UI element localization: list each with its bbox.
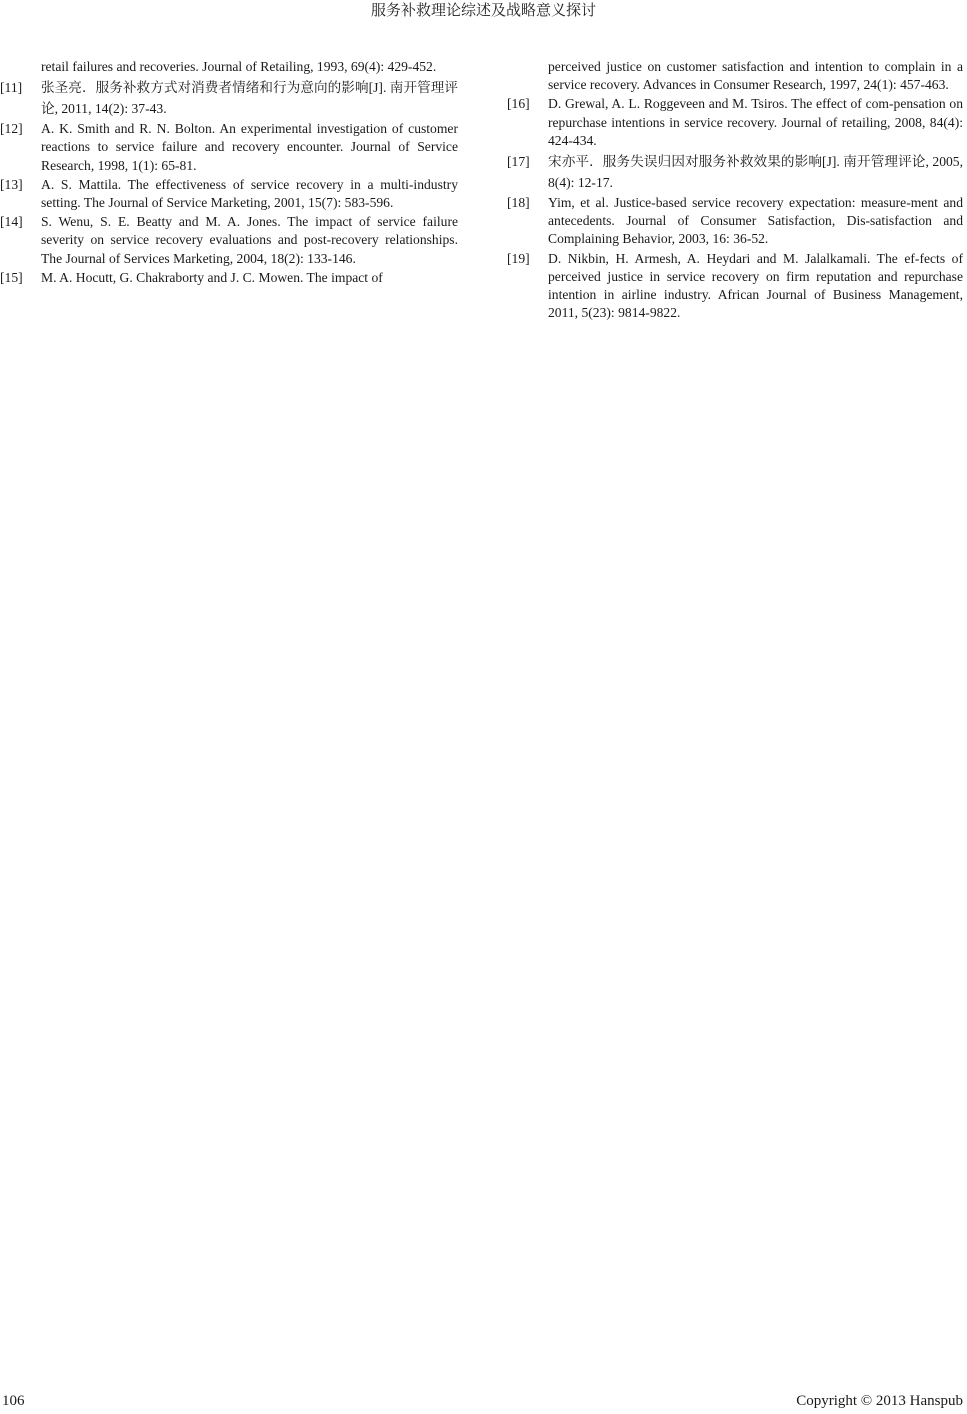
reference-item-17 bbox=[507, 151, 963, 193]
reference-number: [13] bbox=[0, 176, 23, 192]
reference-column-left bbox=[0, 58, 458, 288]
reference-text: A. K. Smith and R. N. Bolton. An experimental investigation of customer reactions to service failure and recovery encounter. Journal of Service Research, 1998, 1(1): 65-81. bbox=[41, 121, 458, 173]
reference-item-16 bbox=[507, 95, 963, 150]
reference-text: M. A. Hocutt, G. Chakraborty and J. C. Mowen. The impact of bbox=[41, 269, 383, 285]
reference-continuation bbox=[0, 58, 458, 76]
reference-text: D. Nikbin, H. Armesh, A. Heydari and M. Jalalkamali. The ef-fects of perceived justice in service recovery on firm reputation and repurchase intention in airline industry. African Journal of Business Management, 2011, 5(23): 9814-9822. bbox=[548, 250, 963, 321]
copyright-notice: Copyright © 2013 Hanspub bbox=[796, 1393, 963, 1409]
reference-item-14 bbox=[0, 213, 458, 268]
reference-text: perceived justice on customer satisfaction and intention to complain in a service recovery. Advances in Consumer Research, 1997, 24(1): 457-463. bbox=[548, 59, 963, 93]
reference-column-right bbox=[507, 58, 963, 323]
reference-item-15 bbox=[0, 269, 458, 287]
running-header: 服务补救理论综述及战略意义探讨 bbox=[370, 3, 596, 19]
reference-text: S. Wenu, S. E. Beatty and M. A. Jones. The impact of service failure severity on service recovery evaluations and post-recovery relationships. The Journal of Services Marketing, 2004, 18(2): 133-146. bbox=[41, 214, 458, 266]
reference-item-11 bbox=[0, 77, 458, 119]
reference-item-18 bbox=[507, 194, 963, 249]
reference-item-19 bbox=[507, 250, 963, 323]
reference-text: A. S. Mattila. The effectiveness of service recovery in a multi-industry setting. The Journal of Service Marketing, 2001, 15(7): 583-596. bbox=[41, 176, 458, 211]
reference-number: [19] bbox=[507, 250, 530, 266]
reference-number: [17] bbox=[507, 154, 530, 170]
reference-text: D. Grewal, A. L. Roggeveen and M. Tsiros. The effect of com-pensation on repurchase intentions in service recovery. Journal of retailing, 2008, 84(4): 424-434. bbox=[548, 96, 963, 148]
reference-number: [15] bbox=[0, 269, 23, 285]
reference-number: [18] bbox=[507, 195, 530, 211]
page-number: 106 bbox=[2, 1393, 25, 1409]
reference-number: [12] bbox=[0, 121, 23, 137]
reference-number: [16] bbox=[507, 96, 530, 112]
reference-number: [14] bbox=[0, 214, 23, 230]
reference-text: retail failures and recoveries. Journal of Retailing, 1993, 69(4): 429-452. bbox=[41, 59, 437, 74]
reference-item-12 bbox=[0, 120, 458, 175]
reference-number: [11] bbox=[0, 80, 23, 96]
reference-continuation bbox=[507, 58, 963, 94]
reference-text: 宋亦平．服务失误归因对服务补救效果的影响[J]. 南开管理评论, 2005, 8(4): 12-17. bbox=[548, 154, 963, 191]
reference-item-13 bbox=[0, 176, 458, 212]
reference-text: 张圣亮．服务补救方式对消费者情绪和行为意向的影响[J]. 南开管理评论, 2011, 14(2): 37-43. bbox=[41, 80, 458, 117]
reference-text: Yim, et al. Justice-based service recovery expectation: measure-ment and antecedents. Journal of Consumer Satisfaction, Dis-satisfaction and Complaining Behavior, 2003, 16: 36-52. bbox=[548, 195, 963, 247]
